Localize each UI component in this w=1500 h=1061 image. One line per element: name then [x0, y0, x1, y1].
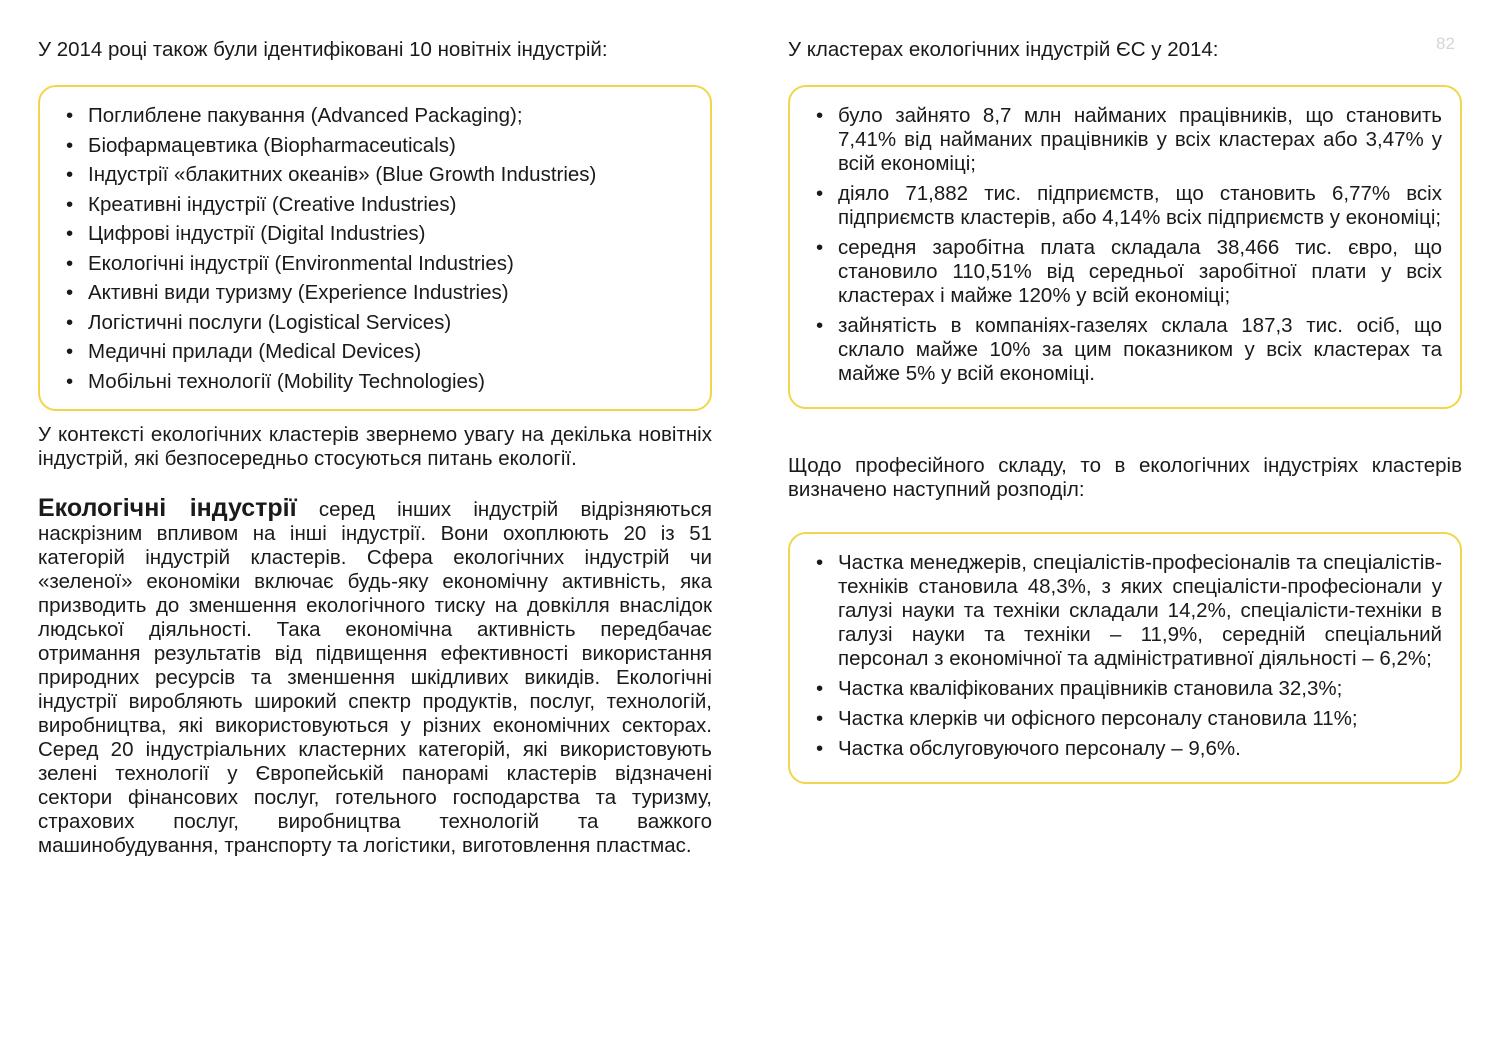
list-item: • Частка кваліфікованих працівників становила 32,3%;: [816, 677, 1442, 701]
profession-box: [788, 532, 1462, 784]
stats-box: [788, 85, 1462, 409]
eco-industries-paragraph: [38, 496, 712, 858]
context-paragraph: У контексті екологічних кластерів звернемо увагу на декілька новітніх індустрій, які безпосередньо стосуються питань екології.: [38, 423, 712, 470]
eco-industries-title: Екологічні індустрії: [38, 494, 297, 522]
list-item: • було зайнято 8,7 млн найманих працівників, що становить 7,41% від найманих працівників у всіх кластерах або 3,47% у всій економіці;: [816, 104, 1442, 176]
profession-list: [816, 551, 1442, 761]
industries-box: [38, 85, 712, 411]
list-item: • Медичні прилади (Medical Devices): [66, 340, 692, 364]
list-item: • Активні види туризму (Experience Industries): [66, 281, 692, 305]
page-number: 82: [1436, 34, 1455, 53]
list-item: • Мобільні технології (Mobility Technologies): [66, 370, 692, 394]
list-item: • Поглиблене пакування (Advanced Packaging);: [66, 104, 692, 128]
list-item: • Логістичні послуги (Logistical Services): [66, 311, 692, 335]
list-item: • зайнятість в компаніях-газелях склала 187,3 тис. осіб, що склало майже 10% за цим показником у всіх кластерах та майже 5% у всій економіці.: [816, 314, 1442, 386]
list-item: • Індустрії «блакитних океанів» (Blue Growth Industries): [66, 163, 692, 187]
industries-list: [66, 104, 692, 394]
stats-list: [816, 104, 1442, 386]
list-item: • Цифрові індустрії (Digital Industries): [66, 222, 692, 246]
list-item: • Частка клерків чи офісного персоналу становила 11%;: [816, 707, 1442, 731]
right-column: [788, 38, 1462, 784]
list-item: • Креативні індустрії (Creative Industries): [66, 193, 692, 217]
list-item: • діяло 71,882 тис. підприємств, що становить 6,77% всіх підприємств кластерів, або 4,14% всіх підприємств у економіці;: [816, 182, 1442, 230]
list-item: • Частка менеджерів, спеціалістів-професіоналів та спеціалістів-техніків становила 48,3%, з яких спеціалісти-професіонали у галузі науки та техніки складали 14,2%, спеціалісти-техніки в галузі науки та техніки – 11,9%, середній спеціальний персонал з економічної та адміністративної діяльності – 6,2%;: [816, 551, 1442, 671]
list-item: • Екологічні індустрії (Environmental Industries): [66, 252, 692, 276]
profession-intro: Щодо професійного складу, то в екологічних індустріях кластерів визначено наступний розподіл:: [788, 454, 1462, 501]
eco-industries-body: серед інших індустрій відрізняються наскрізним впливом на інші індустрії. Вони охоплюють 20 із 51 категорій індустрій кластерів. Сфера екологічних індустрій чи «зеленої» економіки включає будь-яку економічну активність, яка призводить до зменшення екологічного тиску на довкілля внаслідок людської діяльності. Така економічна активність передбачає отримання результатів від підвищення ефективності використання природних ресурсів та зменшення шкідливих викидів. Екологічні індустрії виробляють широкий спектр продуктів, послуг, технологій, виробництва, які використовуються у різних економічних секторах. Серед 20 індустріальних кластерних категорій, які використовують зелені технології у Європейській панорамі кластерів відзначені сектори фінансових послуг, готельного господарства та туризму, страхових послуг, виробництва технологій та важкого машинобудування, транспорту та логістики, виготовлення пластмас.: [38, 498, 713, 857]
list-item: • середня заробітна плата складала 38,466 тис. євро, що становило 110,51% від середньої заробітної плати у всіх кластерах і майже 120% у всій економіці;: [816, 236, 1442, 308]
list-item: • Частка обслуговуючого персоналу – 9,6%.: [816, 737, 1442, 761]
list-item: • Біофармацевтика (Biopharmaceuticals): [66, 134, 692, 158]
left-column: [38, 38, 712, 858]
stats-intro: У кластерах екологічних індустрій ЄС у 2014:: [788, 38, 1219, 61]
industries-intro: У 2014 році також були ідентифіковані 10 новітніх індустрій:: [38, 38, 608, 61]
